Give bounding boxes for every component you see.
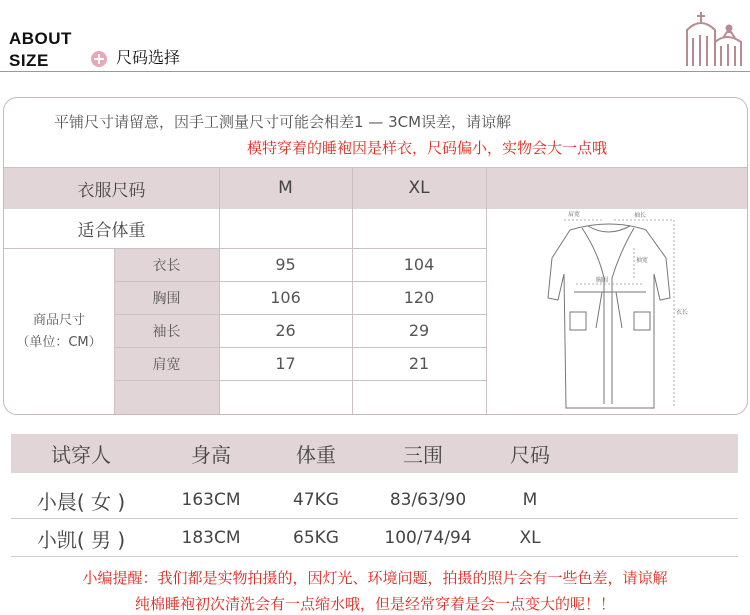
diagram-sleeve-width-label: 袖宽 <box>636 257 649 264</box>
size-m-header: M <box>278 178 293 198</box>
fit-weight-label: 适合体重 <box>77 221 146 241</box>
sleeve-m: 26 <box>275 321 296 340</box>
tester-height: 183CM <box>181 528 241 548</box>
row-label-shoulder: 肩宽 <box>152 356 181 373</box>
diagram-chest-label: 胸围 <box>596 277 609 284</box>
chest-xl: 120 <box>403 288 435 307</box>
row-divider <box>11 556 738 557</box>
size-label: SIZE <box>9 51 49 70</box>
length-m: 95 <box>275 255 296 274</box>
product-size-label: 商品尺寸 <box>32 313 85 328</box>
tester-name: 小凯( 男 ) <box>36 527 126 552</box>
tester-size: M <box>522 490 538 510</box>
product-size-group-label <box>4 248 114 415</box>
grid-line <box>486 167 487 415</box>
row-label-sleeve: 袖长 <box>152 323 181 340</box>
tester-measurements: 100/74/94 <box>384 528 472 548</box>
about-label: ABOUT <box>9 29 72 48</box>
weight-header: 体重 <box>296 443 336 467</box>
length-xl: 104 <box>403 255 435 274</box>
section-title: 尺码选择 <box>116 48 181 67</box>
tester-weight: 47KG <box>293 490 339 510</box>
clothing-size-header: 衣服尺码 <box>77 180 146 201</box>
unit-label: （单位：CM） <box>16 335 102 350</box>
size-chart-panel <box>3 97 748 415</box>
diagram-sleeve-label: 袖长 <box>634 212 647 219</box>
tester-height: 163CM <box>181 490 241 510</box>
shoulder-xl: 21 <box>408 354 430 373</box>
diagram-shoulder-label: 肩宽 <box>568 211 581 218</box>
diagram-length-label: 衣长 <box>676 309 689 316</box>
size-header: 尺码 <box>510 443 550 467</box>
chest-m: 106 <box>270 288 301 307</box>
row-divider <box>11 518 738 519</box>
measurement-note: 平铺尺寸请留意，因手工测量尺寸可能会相差1 — 3CM误差，请谅解 <box>54 113 512 131</box>
tester-header: 试穿人 <box>51 443 111 467</box>
plus-icon <box>91 51 107 67</box>
about-size-heading <box>9 28 72 72</box>
size-xl-header: XL <box>408 178 430 198</box>
castle-logo-icon <box>683 8 745 68</box>
header-divider <box>0 71 750 72</box>
sleeve-xl: 29 <box>408 321 430 340</box>
washing-note: 纯棉睡袍初次清洗会有一点缩水哦，但是经常穿着是会一点变大的呢！！ <box>134 595 615 613</box>
sample-note: 模特穿着的睡袍因是样衣，尺码偏小，实物会大一点哦 <box>247 139 608 157</box>
row-label-chest: 胸围 <box>152 290 181 307</box>
tester-size: XL <box>519 528 541 548</box>
tester-weight: 65KG <box>293 528 339 548</box>
robe-measurement-diagram <box>542 208 702 415</box>
grid-line <box>114 380 486 381</box>
measurements-header: 三围 <box>403 443 443 467</box>
row-label-length: 衣长 <box>152 257 181 274</box>
shoulder-m: 17 <box>275 354 296 373</box>
editor-reminder: 小编提醒：我们都是实物拍摄的，因灯光、环境问题，拍摄的照片会有一些色差，请谅解 <box>82 569 668 587</box>
height-header: 身高 <box>191 443 231 467</box>
tester-measurements: 83/63/90 <box>389 490 467 510</box>
tester-name: 小晨( 女 ) <box>36 489 126 514</box>
